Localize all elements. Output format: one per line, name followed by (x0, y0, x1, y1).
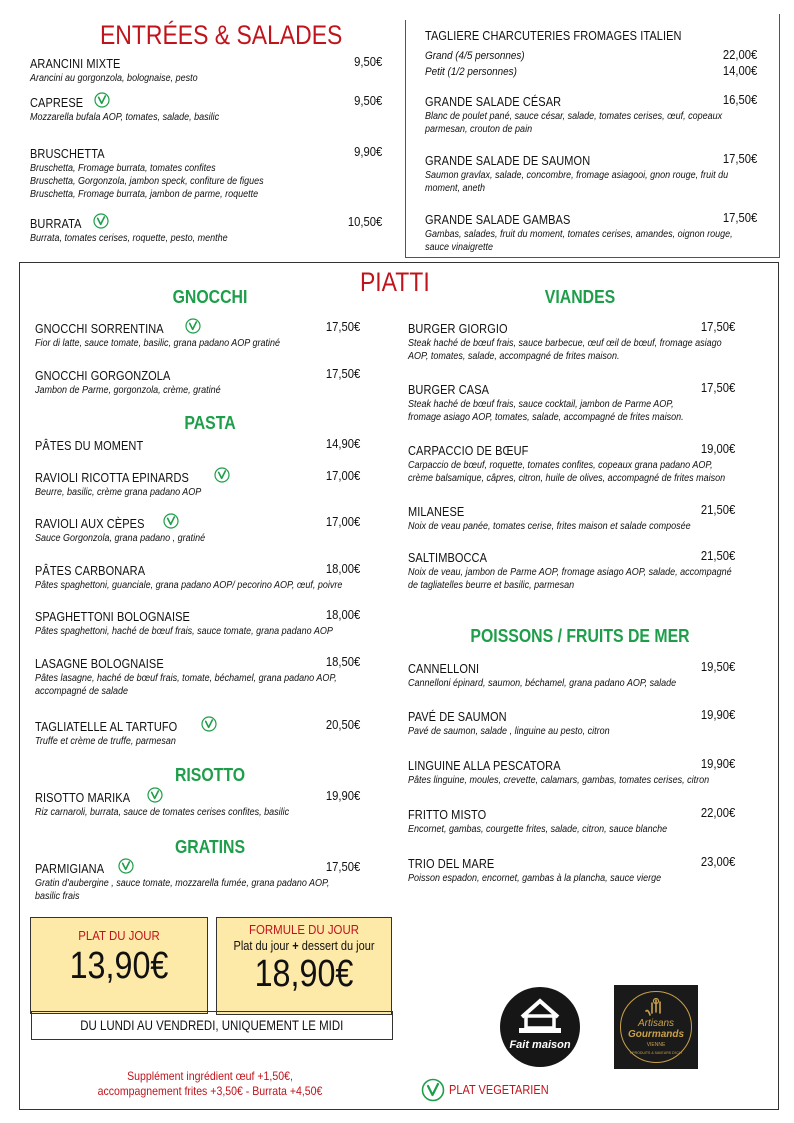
item-name: PÂTES DU MOMENT (35, 439, 144, 453)
item-price: 18,50€ (325, 655, 360, 669)
menu-item (408, 503, 735, 533)
plat-du-jour-price: 13,90€ (69, 945, 169, 987)
item-price: 19,00€ (700, 442, 735, 456)
menu-item (35, 562, 360, 592)
item-desc: Cannelloni épinard, saumon, béchamel, grana padano AOP, salade (408, 678, 677, 689)
formule-desc-b: dessert du jour (301, 939, 375, 953)
item-name: PAVÉ DE SAUMON (408, 710, 507, 724)
menu-item (30, 94, 385, 124)
vegetarian-icon (163, 513, 179, 529)
plat-du-jour-box (30, 917, 208, 1014)
menu-item (35, 367, 360, 397)
item-name: TRIO DEL MARE (408, 857, 495, 871)
item-desc: Pavé de saumon, salade , linguine au pesto, citron (408, 726, 610, 737)
entrees-bottom-line (405, 257, 779, 258)
item-name: SALTIMBOCCA (408, 551, 488, 565)
fait-maison-logo (500, 987, 580, 1067)
item-price: 17,50€ (325, 320, 360, 334)
menu-item (35, 608, 360, 638)
menu-item (408, 855, 735, 885)
item-desc: Pâtes spaghettoni, guanciale, grana padano AOP/ pecorino AOP, œuf, poivre (35, 580, 343, 591)
menu-item (35, 515, 360, 545)
item-desc: Riz carnaroli, burrata, sauce de tomates cerises confites, basilic (35, 807, 290, 818)
item-price: 17,50€ (325, 367, 360, 381)
item-price: 14,90€ (325, 437, 360, 451)
item-name: RAVIOLI RICOTTA EPINARDS (35, 471, 189, 485)
item-desc: Sauce Gorgonzola, grana padano , gratiné (35, 533, 206, 544)
item-name: SPAGHETTONI BOLOGNAISE (35, 610, 190, 624)
item-price: 9,50€ (353, 55, 382, 69)
item-price: 9,50€ (353, 94, 382, 108)
item-name: LINGUINE ALLA PESCATORA (408, 759, 561, 773)
item-desc: sauce vinaigrette (425, 242, 494, 253)
menu-item (30, 55, 385, 85)
item-desc: fromage asiago AOP, tomates, salade, accompagné de frites maison. (408, 412, 684, 423)
item-desc: de tagliatelles beurre et basilic, parmesan (408, 580, 575, 591)
item-desc: Pâtes lasagne, haché de bœuf frais, tomate, béchamel, grana padano AOP, (35, 673, 337, 684)
planche-price-grand: 22,00€ (722, 48, 757, 62)
item-name: TAGLIATELLE AL TARTUFO (35, 720, 178, 734)
menu-item (425, 211, 760, 254)
planche-price-petit: 14,00€ (722, 64, 757, 78)
vegetarian-icon (214, 467, 230, 483)
planche-name: TAGLIERE CHARCUTERIES FROMAGES ITALIEN (425, 29, 682, 43)
viandes-title: VIANDES (544, 287, 616, 307)
item-price: 10,50€ (347, 215, 382, 229)
item-desc: Poisson espadon, encornet, gambas à la plancha, sauce vierge (408, 873, 662, 884)
supplement-line-2: accompagnement frites +3,50€ - Burrata +4,50€ (97, 1084, 323, 1098)
menu-item (35, 860, 360, 903)
formule-desc-a: Plat du jour (233, 939, 290, 953)
poissons-title: POISSONS / FRUITS DE MER (470, 626, 690, 646)
piatti-title: PIATTI (360, 267, 430, 297)
artisans-ring-text: • PRODUITS & SAVEURS D'ICI • (630, 1051, 682, 1055)
item-desc: Truffe et crème de truffe, parmesan (35, 736, 176, 747)
formule-desc (227, 939, 380, 953)
menu-item (408, 549, 735, 592)
menu-item (408, 660, 735, 690)
item-name: BURRATA (30, 217, 82, 231)
item-price: 18,00€ (325, 608, 360, 622)
item-name: CANNELLONI (408, 662, 480, 676)
item-desc: Bruschetta, Fromage burrata, jambon de parme, roquette (30, 189, 259, 200)
item-price: 17,00€ (325, 469, 360, 483)
item-name: MILANESE (408, 505, 465, 519)
vegetarian-icon (147, 787, 163, 803)
artisans-line2: Gourmands (627, 1029, 685, 1040)
menu-item (35, 789, 360, 819)
item-desc: accompagné de salade (35, 686, 129, 697)
menu-item (425, 93, 760, 136)
formule-label: FORMULE DU JOUR (249, 922, 359, 937)
menu-item (425, 152, 760, 195)
vegetarian-icon (421, 1078, 445, 1102)
item-desc: Jambon de Parme, gorgonzola, crème, gratiné (35, 385, 221, 396)
planche-item (425, 27, 760, 80)
legend-label: PLAT VEGETARIEN (449, 1083, 550, 1097)
menu-item (408, 708, 735, 738)
item-name: GNOCCHI SORRENTINA (35, 322, 164, 336)
item-name: RAVIOLI AUX CÈPES (35, 517, 145, 531)
item-name: GNOCCHI GORGONZOLA (35, 369, 171, 383)
legend (421, 1078, 563, 1102)
item-name: GRANDE SALADE DE SAUMON (425, 154, 591, 168)
fait-maison-text: Fait maison (509, 1039, 571, 1051)
item-price: 16,50€ (722, 93, 757, 107)
item-name: GRANDE SALADE CÉSAR (425, 95, 562, 109)
item-price: 21,50€ (700, 503, 735, 517)
item-desc: Mozzarella bufala AOP, tomates, salade, basilic (30, 112, 220, 123)
gratins-title: GRATINS (174, 837, 246, 857)
menu-item (35, 437, 360, 454)
item-desc: Pâtes linguine, moules, crevette, calamars, gambas, tomates cerises, citron (408, 775, 710, 786)
item-name: PÂTES CARBONARA (35, 564, 146, 578)
item-price: 9,90€ (353, 145, 382, 159)
item-name: RISOTTO MARIKA (35, 791, 131, 805)
item-desc: Noix de veau panée, tomates cerise, frites maison et salade composée (408, 521, 691, 532)
menu-item (408, 320, 735, 363)
item-desc: Steak haché de bœuf frais, sauce cocktail, jambon de Parme AOP, (408, 399, 674, 410)
item-desc: Fior di latte, sauce tomate, basilic, grana padano AOP gratiné (35, 338, 280, 349)
planche-option-grand: Grand (4/5 personnes) (425, 50, 525, 62)
item-desc: moment, aneth (425, 183, 486, 194)
item-price: 19,50€ (700, 660, 735, 674)
vegetarian-icon (93, 213, 109, 229)
item-name: GRANDE SALADE GAMBAS (425, 213, 571, 227)
formule-plus: + (292, 939, 299, 953)
item-name: CARPACCIO DE BŒUF (408, 444, 529, 458)
vegetarian-icon (94, 92, 110, 108)
supplement-line-1: Supplément ingrédient œuf +1,50€, (127, 1069, 293, 1083)
item-price: 17,00€ (325, 515, 360, 529)
menu-item (30, 145, 385, 201)
plat-du-jour-label: PLAT DU JOUR (78, 928, 160, 943)
item-name: BURGER CASA (408, 383, 490, 397)
item-price: 18,00€ (325, 562, 360, 576)
item-name: LASAGNE BOLOGNAISE (35, 657, 164, 671)
artisans-line1: Artisans (637, 1018, 675, 1029)
item-desc: Bruschetta, Fromage burrata, tomates confites (30, 163, 216, 174)
pasta-title: PASTA (184, 413, 236, 433)
menu-item (35, 655, 360, 698)
menu-item (30, 215, 385, 245)
item-desc: Bruschetta, Gorgonzola, jambon speck, confiture de figues (30, 176, 264, 187)
item-name: PARMIGIANA (35, 862, 105, 876)
menu-item (408, 757, 735, 787)
item-desc: Noix de veau, jambon de Parme AOP, fromage asiago AOP, salade, accompagné (408, 567, 732, 578)
item-price: 17,50€ (722, 152, 757, 166)
item-desc: Carpaccio de bœuf, roquette, tomates confites, copeaux grana padano AOP, (408, 460, 713, 471)
item-desc: Steak haché de bœuf frais, sauce barbecue, œuf œil de bœuf, fromage asiago (408, 338, 722, 349)
artisans-line3: VIENNE (646, 1042, 666, 1048)
planche-option-petit: Petit (1/2 personnes) (425, 66, 517, 78)
menu-item (35, 320, 360, 350)
risotto-title: RISOTTO (174, 765, 246, 785)
house-icon (500, 987, 580, 1067)
formule-price: 18,90€ (254, 953, 354, 995)
supplement-text (30, 1069, 390, 1099)
item-desc: Blanc de poulet pané, sauce césar, salade, tomates cerises, œuf, copeaux (425, 111, 723, 122)
vegetarian-icon (118, 858, 134, 874)
menu-item (408, 806, 735, 836)
item-price: 22,00€ (700, 806, 735, 820)
item-price: 20,50€ (325, 718, 360, 732)
item-price: 17,50€ (722, 211, 757, 225)
item-desc: basilic frais (35, 891, 80, 902)
entrees-right-line (779, 14, 780, 258)
entrees-divider (405, 20, 406, 258)
formule-box (216, 917, 392, 1015)
item-price: 19,90€ (700, 708, 735, 722)
item-desc: Gambas, salades, fruit du moment, tomates cerises, amandes, oignon rouge, (425, 229, 733, 240)
artisans-gourmands-logo (614, 985, 698, 1069)
item-price: 21,50€ (700, 549, 735, 563)
item-name: FRITTO MISTO (408, 808, 487, 822)
item-desc: Beurre, basilic, crème grana padano AOP (35, 487, 202, 498)
item-price: 17,50€ (325, 860, 360, 874)
entrees-title: ENTRÉES & SALADES (100, 20, 343, 50)
item-price: 17,50€ (700, 320, 735, 334)
item-price: 19,90€ (700, 757, 735, 771)
item-desc: Arancini au gorgonzola, bolognaise, pesto (30, 73, 198, 84)
item-desc: Gratin d'aubergine , sauce tomate, mozzarella fumée, grana padano AOP, (35, 878, 330, 889)
item-desc: AOP, tomates, salade, accompagné de frites maison. (408, 351, 620, 362)
item-name: CAPRESE (30, 96, 84, 110)
schedule-box (31, 1011, 393, 1040)
item-desc: Burrata, tomates cerises, roquette, pesto, menthe (30, 233, 228, 244)
item-name: ARANCINI MIXTE (30, 57, 121, 71)
item-desc: Saumon gravlax, salade, concombre, fromage asiagooi, gnon rouge, fruit du (425, 170, 729, 181)
item-name: BURGER GIORGIO (408, 322, 508, 336)
menu-item (408, 381, 735, 424)
item-desc: Encornet, gambas, courgette frites, salade, citron, sauce blanche (408, 824, 668, 835)
menu-item (35, 718, 360, 748)
vegetarian-icon (185, 318, 201, 334)
vegetarian-icon (201, 716, 217, 732)
item-desc: Pâtes spaghettoni, haché de bœuf frais, sauce tomate, grana padano AOP (35, 626, 333, 637)
item-name: BRUSCHETTA (30, 147, 105, 161)
gnocchi-title: GNOCCHI (172, 287, 248, 307)
item-price: 17,50€ (700, 381, 735, 395)
item-price: 23,00€ (700, 855, 735, 869)
menu-item (35, 469, 360, 499)
menu-item (408, 442, 735, 485)
schedule-text: DU LUNDI AU VENDREDI, UNIQUEMENT LE MIDI (80, 1018, 344, 1033)
item-desc: parmesan, crouton de pain (425, 124, 533, 135)
item-desc: crème balsamique, câpres, citron, huile de olives, accompagné de frites maison (408, 473, 726, 484)
item-price: 19,90€ (325, 789, 360, 803)
